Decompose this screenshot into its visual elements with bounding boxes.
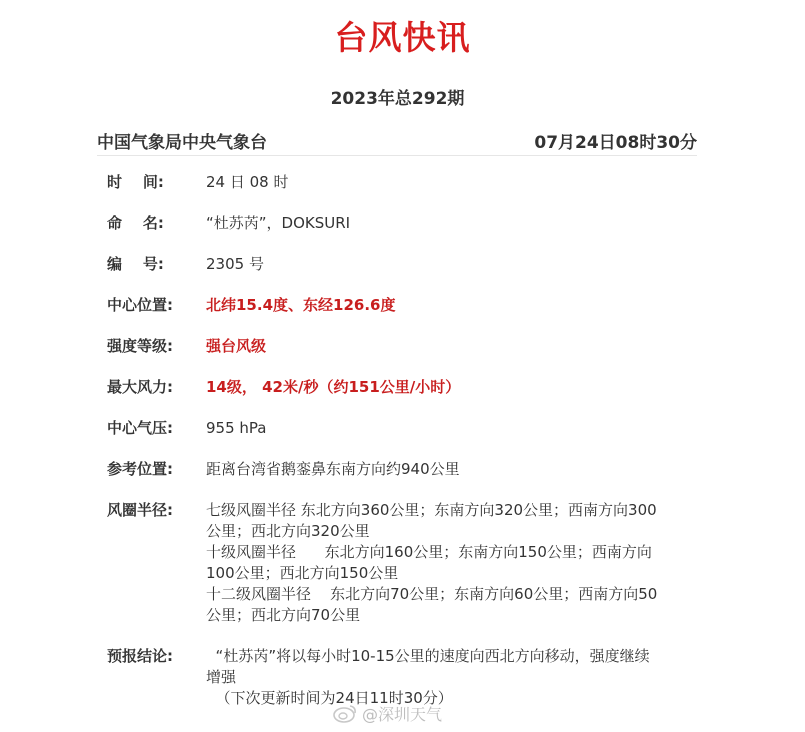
forecast-conclusion-label: 预报结论: <box>107 647 173 665</box>
bulletin-header <box>97 128 697 152</box>
forecast-line: （下次更新时间为24日11时30分） <box>206 689 453 707</box>
forecast-line: 增强 <box>206 668 237 686</box>
weibo-logo-icon <box>332 703 358 723</box>
header-divider <box>97 155 697 156</box>
wind-radius-label: 风圈半径: <box>107 501 173 519</box>
max-wind-value: 14级， 42米/秒（约151公里/小时） <box>206 378 461 396</box>
name-label: 命 名: <box>107 214 164 232</box>
watermark-text: @深圳天气 <box>362 704 443 724</box>
wind-radius-line: 100公里；西北方向150公里 <box>206 564 399 582</box>
wind-radius-line: 公里；西北方向320公里 <box>206 522 370 540</box>
time-label: 时 间: <box>107 173 164 191</box>
reference-position-label: 参考位置: <box>107 460 173 478</box>
wind-radius-line: 十级风圈半径 东北方向160公里；东南方向150公里；西南方向 <box>206 543 652 561</box>
wind-radius-line: 十二级风圈半径 东北方向70公里；东南方向60公里；西南方向50 <box>206 585 658 603</box>
time-value: 24 日 08 时 <box>206 173 289 191</box>
publish-time: 07月24日08时30分 <box>534 133 697 153</box>
weibo-watermark <box>332 700 442 726</box>
agency-name: 中国气象局中央气象台 <box>97 133 267 153</box>
number-label: 编 号: <box>107 255 164 273</box>
pressure-value: 955 hPa <box>206 419 267 437</box>
forecast-line: “杜苏芮”将以每小时10-15公里的速度向西北方向移动，强度继续 <box>206 647 650 665</box>
name-value: “杜苏芮”，DOKSURI <box>206 214 351 232</box>
page-title: 台风快讯 <box>334 18 471 57</box>
wind-radius-line: 公里；西北方向70公里 <box>206 606 361 624</box>
intensity-label: 强度等级: <box>107 337 173 355</box>
pressure-label: 中心气压: <box>107 419 173 437</box>
center-position-value: 北纬15.4度、东经126.6度 <box>206 296 396 314</box>
max-wind-label: 最大风力: <box>107 378 173 396</box>
center-position-label: 中心位置: <box>107 296 173 314</box>
wind-radius-line: 七级风圈半径 东北方向360公里；东南方向320公里；西南方向300 <box>206 501 657 519</box>
wind-radius-value <box>206 500 696 626</box>
intensity-value: 强台风级 <box>206 337 267 355</box>
number-value: 2305 号 <box>206 255 264 273</box>
issue-number: 2023年总292期 <box>330 89 465 109</box>
reference-position-value: 距离台湾省鹅銮鼻东南方向约940公里 <box>206 460 460 478</box>
forecast-conclusion-value <box>206 646 696 709</box>
